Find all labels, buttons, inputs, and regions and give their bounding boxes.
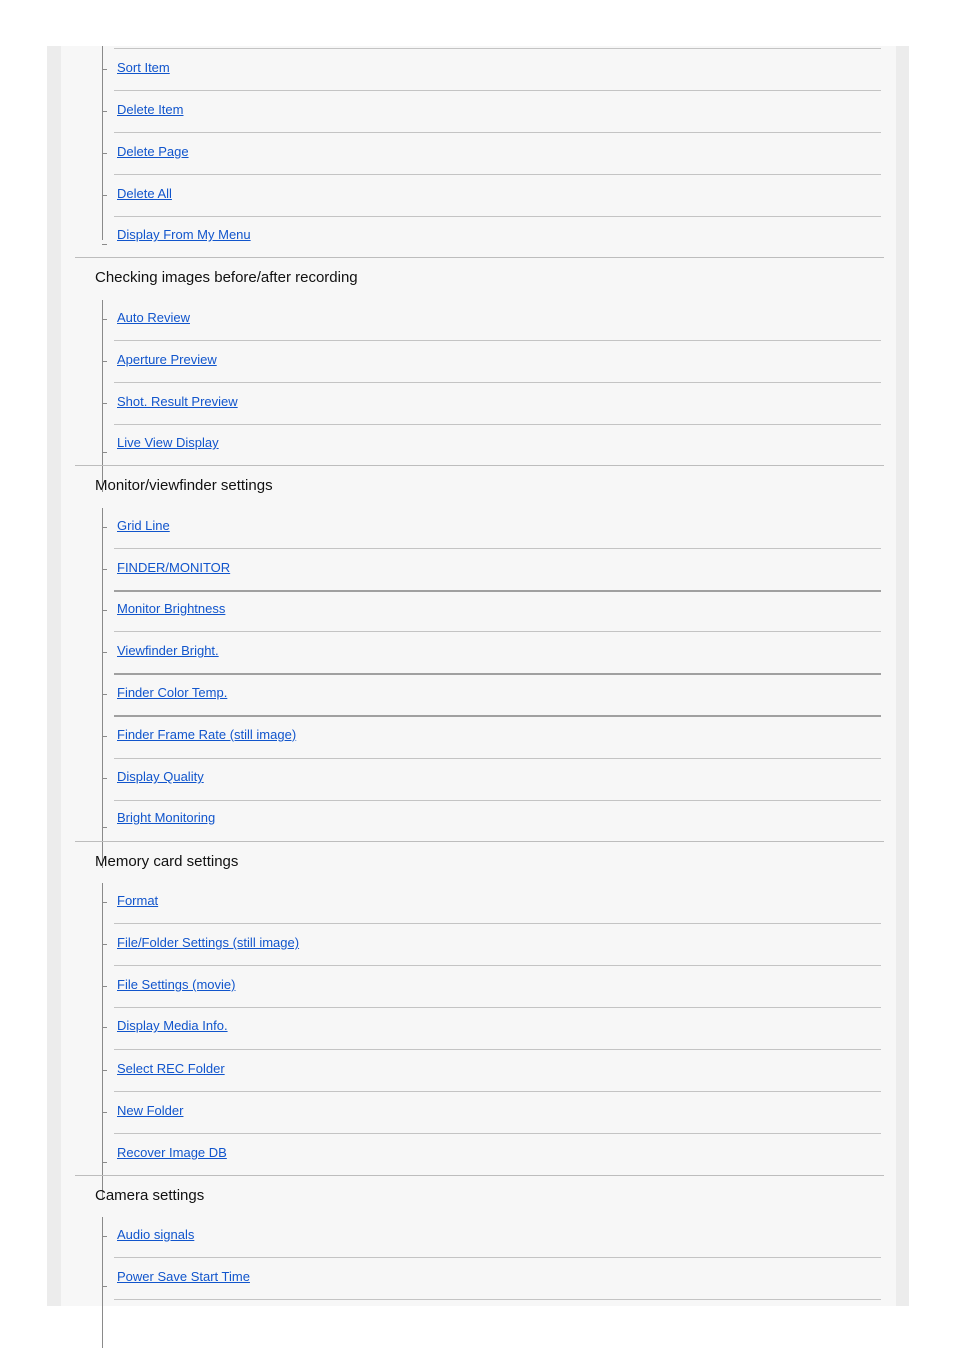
item-divider — [114, 1133, 881, 1134]
link-sort-item[interactable]: Sort Item — [117, 60, 170, 75]
tree-branch-icon — [102, 319, 107, 320]
link-aperture-preview[interactable]: Aperture Preview — [117, 352, 217, 367]
link-format[interactable]: Format — [117, 893, 159, 908]
list-item — [102, 1268, 882, 1288]
tree-branch-icon — [102, 944, 107, 945]
list-item — [102, 934, 882, 954]
item-divider — [114, 673, 881, 675]
link-audio-signals[interactable]: Audio signals — [117, 1227, 195, 1242]
tree-branch-icon — [102, 111, 107, 112]
item-divider — [114, 174, 881, 175]
list-item — [102, 143, 882, 163]
link-file-folder-settings-still-image[interactable]: File/Folder Settings (still image) — [117, 935, 300, 950]
tree-branch-icon — [102, 827, 107, 828]
toc-section-2 — [75, 257, 884, 492]
tree-branch-icon — [102, 403, 107, 404]
link-shot-result-preview[interactable]: Shot. Result Preview — [117, 394, 238, 409]
tree-branch-icon — [102, 1070, 107, 1071]
section-divider — [75, 1175, 884, 1176]
link-power-save-start-time[interactable]: Power Save Start Time — [117, 1269, 250, 1284]
list-item — [102, 976, 882, 996]
link-grid-line[interactable]: Grid Line — [117, 518, 170, 533]
tree-branch-icon — [102, 244, 107, 245]
link-finder-color-temp[interactable]: Finder Color Temp. — [117, 685, 228, 700]
tree-branch-icon — [102, 452, 107, 453]
item-divider — [114, 48, 881, 49]
section-divider — [75, 841, 884, 842]
item-divider — [114, 90, 881, 91]
list-item — [102, 726, 882, 746]
tree-branch-icon — [102, 1286, 107, 1287]
item-divider — [114, 216, 881, 217]
list-item — [102, 1060, 882, 1080]
list-item — [102, 1017, 882, 1037]
item-divider — [114, 758, 881, 759]
section-title: Checking images before/after recording — [95, 269, 358, 286]
list-item — [102, 517, 882, 537]
tree-branch-icon — [102, 652, 107, 653]
link-auto-review[interactable]: Auto Review — [117, 310, 190, 325]
tree-branch-icon — [102, 69, 107, 70]
item-divider — [114, 631, 881, 632]
item-divider — [114, 424, 881, 425]
link-bright-monitoring[interactable]: Bright Monitoring — [117, 810, 216, 825]
tree-branch-icon — [102, 610, 107, 611]
item-divider — [114, 923, 881, 924]
section-divider — [75, 257, 884, 258]
list-item — [102, 809, 882, 829]
item-divider — [114, 382, 881, 383]
list-item — [102, 559, 882, 579]
list-item — [102, 1102, 882, 1122]
item-divider — [114, 590, 881, 592]
item-divider — [114, 1049, 881, 1050]
section-divider — [75, 465, 884, 466]
item-divider — [114, 715, 881, 717]
item-divider — [114, 800, 881, 801]
item-divider — [114, 548, 881, 549]
tree-branch-icon — [102, 902, 107, 903]
link-display-media-info[interactable]: Display Media Info. — [117, 1018, 228, 1033]
list-item — [102, 1144, 882, 1164]
item-divider — [114, 132, 881, 133]
section-title: Camera settings — [95, 1187, 205, 1204]
list-item — [102, 768, 882, 788]
link-monitor-brightness[interactable]: Monitor Brightness — [117, 601, 226, 616]
toc-section-4 — [75, 841, 884, 1200]
item-divider — [114, 1007, 881, 1008]
list-item — [102, 351, 882, 371]
list-item — [102, 684, 882, 704]
section-title: Monitor/viewfinder settings — [95, 477, 273, 494]
list-item — [102, 434, 882, 454]
list-item — [102, 185, 882, 205]
tree-branch-icon — [102, 361, 107, 362]
tree-branch-icon — [102, 195, 107, 196]
toc-section-5 — [75, 1175, 884, 1348]
tree-branch-icon — [102, 527, 107, 528]
link-delete-page[interactable]: Delete Page — [117, 144, 189, 159]
list-item — [102, 892, 882, 912]
item-divider — [114, 965, 881, 966]
tree-branch-icon — [102, 778, 107, 779]
link-finder-frame-rate-still-image[interactable]: Finder Frame Rate (still image) — [117, 727, 297, 742]
toc-section-1 — [75, 46, 884, 240]
tree-branch-icon — [102, 1112, 107, 1113]
tree-branch-icon — [102, 736, 107, 737]
link-display-from-my-menu[interactable]: Display From My Menu — [117, 227, 251, 242]
tree-branch-icon — [102, 153, 107, 154]
link-viewfinder-bright[interactable]: Viewfinder Bright. — [117, 643, 219, 658]
section-title: Memory card settings — [95, 853, 239, 870]
list-item — [102, 101, 882, 121]
tree-branch-icon — [102, 1162, 107, 1163]
list-item — [102, 600, 882, 620]
item-divider — [114, 340, 881, 341]
item-divider — [114, 1257, 881, 1258]
link-finder-monitor[interactable]: FINDER/MONITOR — [117, 560, 231, 575]
list-item — [102, 309, 882, 329]
list-item — [102, 226, 882, 246]
link-live-view-display[interactable]: Live View Display — [117, 435, 219, 450]
link-file-settings-movie[interactable]: File Settings (movie) — [117, 977, 236, 992]
list-item — [102, 1226, 882, 1246]
tree-branch-icon — [102, 1236, 107, 1237]
link-recover-image-db[interactable]: Recover Image DB — [117, 1145, 227, 1160]
list-item — [102, 642, 882, 662]
item-divider — [114, 1091, 881, 1092]
list-item — [102, 59, 882, 79]
item-divider — [114, 1299, 881, 1300]
link-new-folder[interactable]: New Folder — [117, 1103, 184, 1118]
toc-section-3 — [75, 465, 884, 868]
tree-branch-icon — [102, 986, 107, 987]
tree-branch-icon — [102, 1027, 107, 1028]
tree-branch-icon — [102, 569, 107, 570]
link-display-quality[interactable]: Display Quality — [117, 769, 204, 784]
tree-branch-icon — [102, 694, 107, 695]
link-select-rec-folder[interactable]: Select REC Folder — [117, 1061, 225, 1076]
link-delete-item[interactable]: Delete Item — [117, 102, 184, 117]
link-delete-all[interactable]: Delete All — [117, 186, 172, 201]
list-item — [102, 393, 882, 413]
